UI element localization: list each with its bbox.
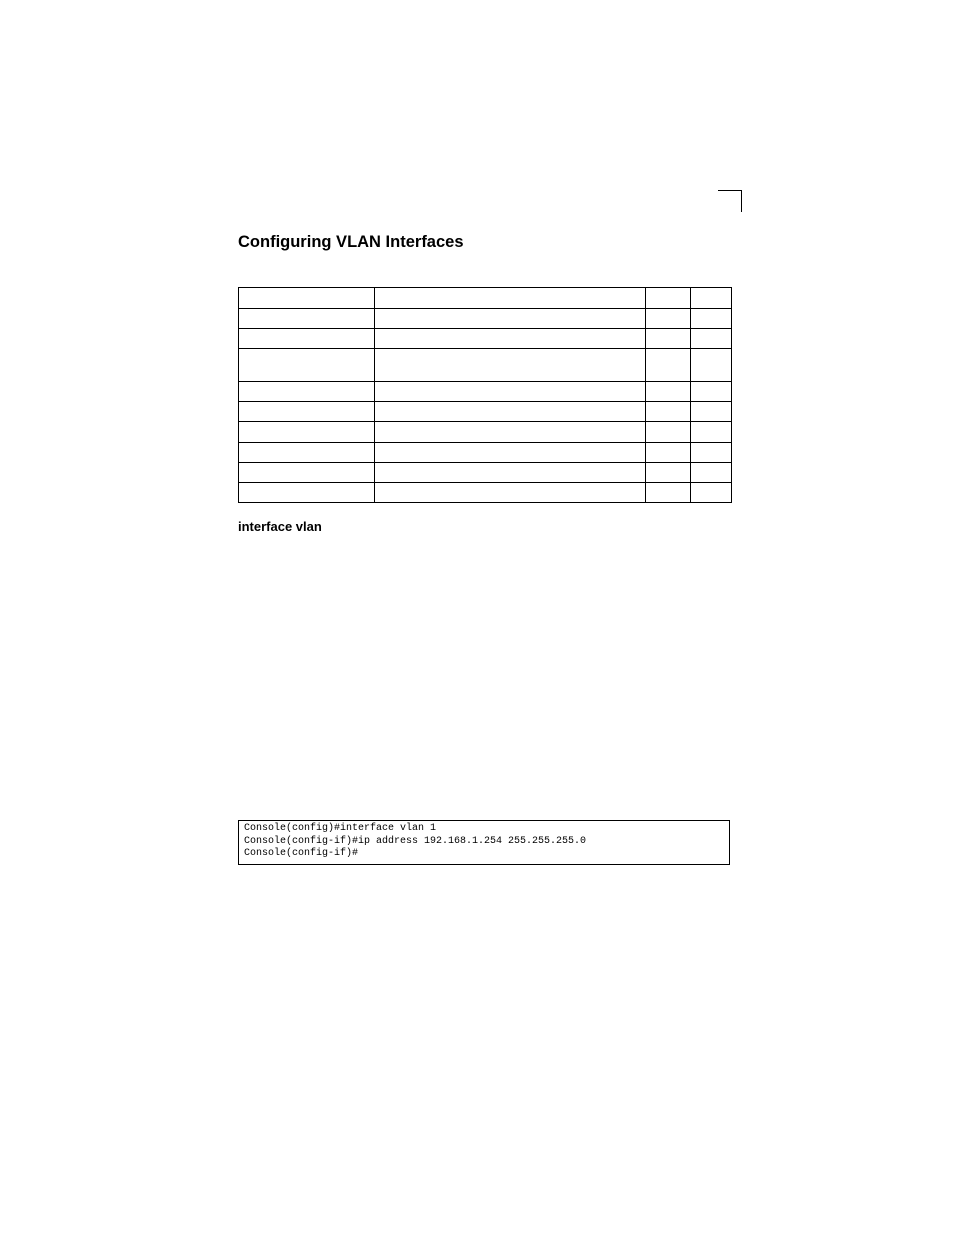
table-cell	[646, 443, 691, 463]
section-title: Configuring VLAN Interfaces	[238, 233, 464, 251]
table-cell	[646, 402, 691, 422]
table-row	[239, 402, 732, 422]
command-table	[238, 287, 732, 503]
table-cell	[239, 463, 375, 483]
page-corner-mark	[718, 190, 742, 212]
table-cell	[239, 443, 375, 463]
table-row	[239, 349, 732, 382]
table-row	[239, 483, 732, 503]
table-cell	[691, 443, 732, 463]
table-cell	[239, 309, 375, 329]
table-cell	[239, 349, 375, 382]
table-cell	[646, 329, 691, 349]
table-cell	[646, 483, 691, 503]
table-row	[239, 309, 732, 329]
table-cell	[691, 349, 732, 382]
table-cell	[691, 288, 732, 309]
code-line: Console(config-if)#	[244, 848, 359, 859]
table-cell	[375, 443, 646, 463]
table-cell	[646, 349, 691, 382]
table-cell	[239, 422, 375, 443]
table-cell	[375, 309, 646, 329]
table-cell	[375, 382, 646, 402]
table-cell	[691, 483, 732, 503]
table-cell	[375, 483, 646, 503]
table-header-row	[239, 288, 732, 309]
table-cell	[375, 288, 646, 309]
table-cell	[375, 422, 646, 443]
table-cell	[691, 422, 732, 443]
table-cell	[239, 382, 375, 402]
table-row	[239, 382, 732, 402]
code-line: Console(config-if)#ip address 192.168.1.254 255.255.255.0	[244, 835, 587, 847]
table-cell	[239, 288, 375, 309]
table-cell	[375, 349, 646, 382]
table-cell	[691, 309, 732, 329]
table-cell	[646, 422, 691, 443]
table-cell	[646, 463, 691, 483]
table-row	[239, 463, 732, 483]
table-cell	[375, 329, 646, 349]
table-cell	[646, 309, 691, 329]
table-cell	[646, 382, 691, 402]
command-heading: interface vlan	[238, 519, 322, 534]
table-cell	[239, 329, 375, 349]
code-line: Console(config)#interface vlan 1	[244, 823, 437, 834]
table-cell	[375, 463, 646, 483]
table-row	[239, 422, 732, 443]
table-cell	[691, 402, 732, 422]
table-cell	[691, 382, 732, 402]
example-code-block	[238, 820, 730, 865]
table-cell	[239, 402, 375, 422]
table-cell	[239, 483, 375, 503]
table-cell	[691, 329, 732, 349]
table-row	[239, 443, 732, 463]
table-cell	[646, 288, 691, 309]
table-row	[239, 329, 732, 349]
table-cell	[691, 463, 732, 483]
table-cell	[375, 402, 646, 422]
